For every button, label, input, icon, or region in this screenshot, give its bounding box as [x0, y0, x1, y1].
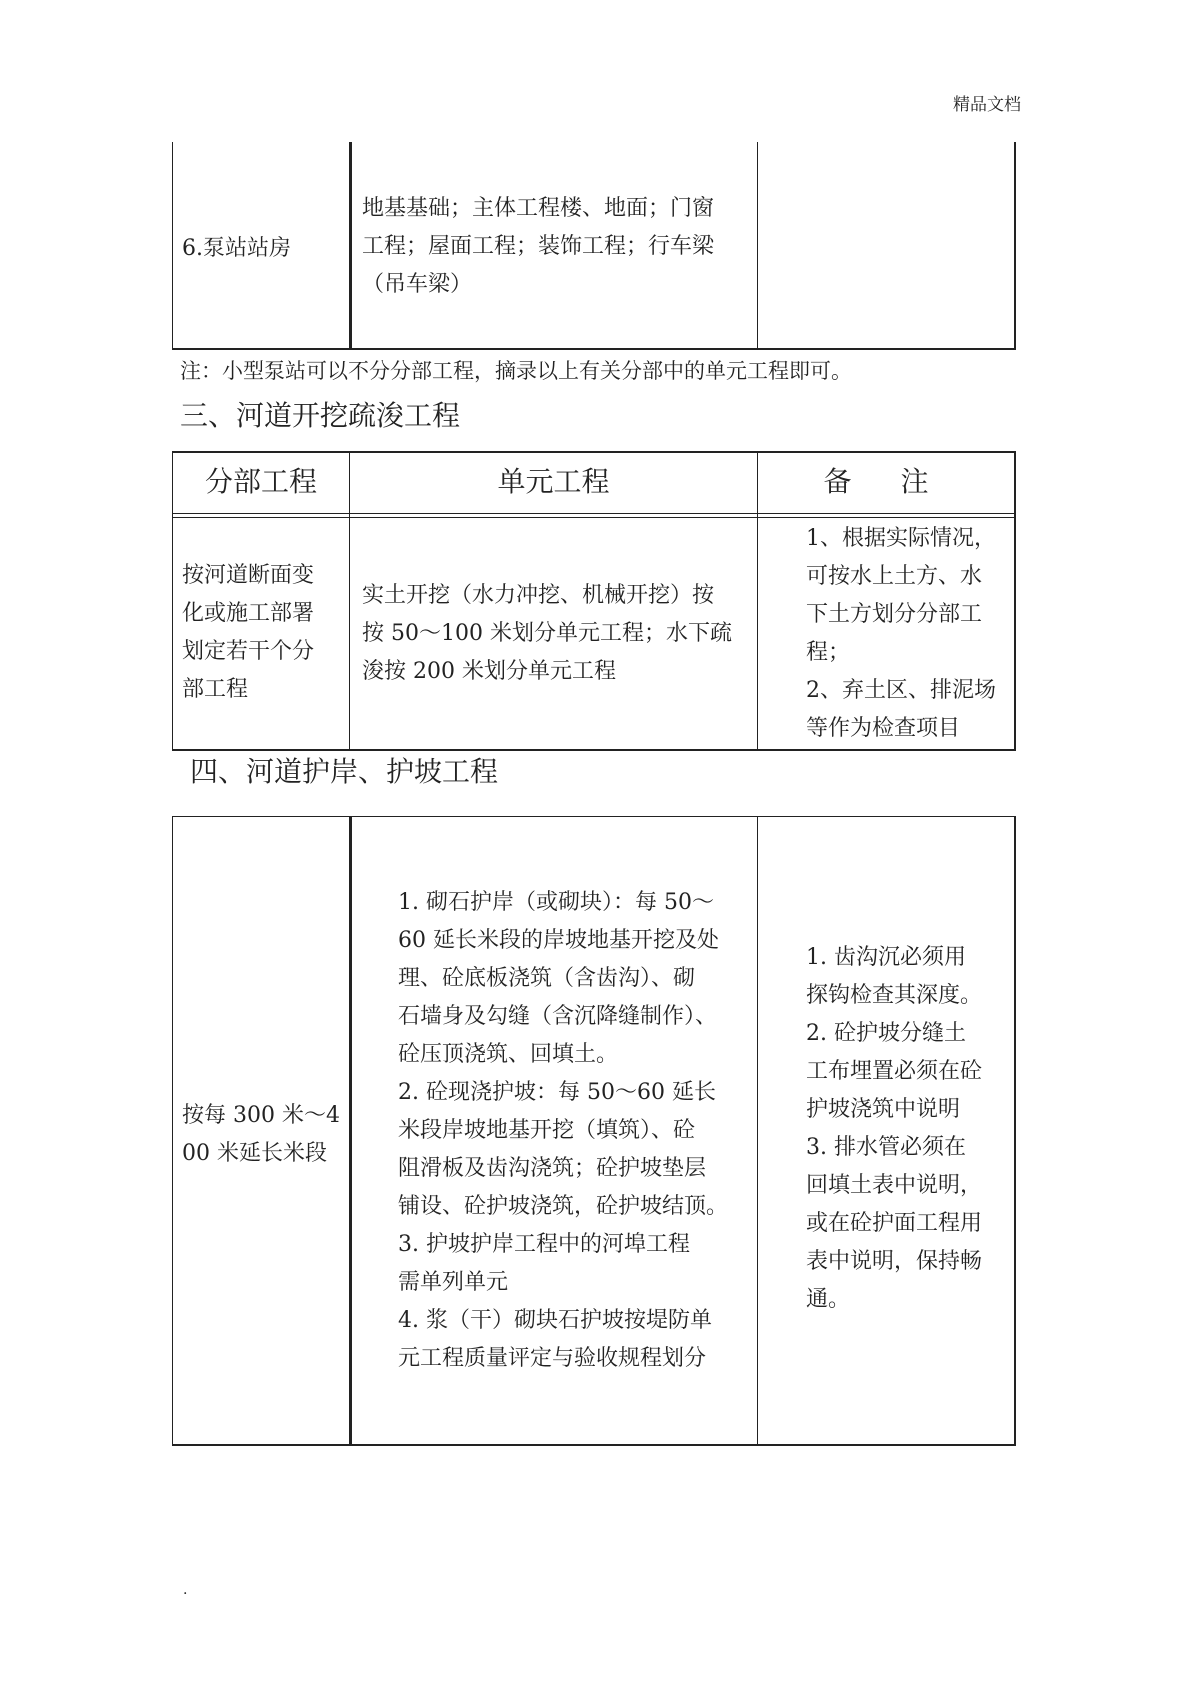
note-text: 注：小型泵站可以不分分部工程，摘录以上有关分部中的单元工程即可。	[180, 359, 852, 383]
table-top-divider-2	[757, 142, 758, 349]
section4-table-divider-1	[349, 816, 352, 1446]
section3-part-cell: 按河道断面变 化或施工部署 划定若干个分 部工程	[182, 563, 315, 702]
section4-table-border-bottom	[172, 1444, 1016, 1446]
section4-table-border-left	[172, 816, 173, 1446]
section4-table-border-right	[1014, 816, 1016, 1446]
section4-table-border-top	[172, 816, 1016, 817]
section3-table-header-line-2	[172, 517, 1016, 518]
section4-units-cell: 1. 砌石护岸（或砌块）：每 50～ 60 延长米段的岸坡地基开挖及处 理、砼底板浇筑（含齿沟）、砌 石墙身及勾缝（含沉降缝制作）、 砼压顶浇筑、回填土。 2. 砼现浇护坡：每 50～60 延长 米段岸坡地基开挖（填筑）、砼 阻滑板及齿沟浇筑；砼护坡垫层 铺设、砼护坡浇筑，砼护坡结顶。 3. 护坡护岸工程中的河埠工程 需单列单元 4. 浆（干）砌块石护坡按堤防单 元工程质量评定与验收规程划分	[398, 890, 729, 1371]
section3-header-remark: 备 注	[823, 465, 949, 498]
table-top-border-left	[172, 142, 173, 349]
table-top-divider-1	[349, 142, 352, 349]
table-top-units-cell: 地基基础；主体工程楼、地面；门窗 工程；屋面工程；装饰工程；行车梁 （吊车梁）	[362, 196, 715, 297]
section3-header-part: 分部工程	[204, 465, 317, 498]
header-mark: 精品文档	[953, 95, 1021, 115]
table-top-part-cell: 6.泵站站房	[182, 236, 291, 261]
section3-units-cell: 实土开挖（水力冲挖、机械开挖）按 按 50～100 米划分单元工程；水下疏 浚按 200 米划分单元工程	[362, 583, 732, 684]
section3-title: 三、河道开挖疏浚工程	[180, 399, 461, 432]
section4-table-divider-2	[757, 816, 758, 1446]
section3-header-units: 单元工程	[497, 465, 610, 498]
section3-remark-cell: 1、根据实际情况， 可按水上土方、水 下土方划分分部工 程； 2、弃土区、排泥场 等作为检查项目	[806, 526, 996, 741]
section4-remark-cell: 1. 齿沟沉必须用 探钩检查其深度。 2. 砼护坡分缝土 工布埋置必须在砼 护坡浇筑中说明 3. 排水管必须在 回填土表中说明， 或在砼护面工程用 表中说明，保持畅 通。	[806, 945, 983, 1312]
section4-part-cell: 按每 300 米～4 00 米延长米段	[182, 1103, 340, 1166]
section3-table-border-top	[172, 451, 1016, 453]
table-top-border-bottom	[172, 348, 1016, 350]
section4-title: 四、河道护岸、护坡工程	[190, 755, 499, 788]
table-top-border-right	[1014, 142, 1016, 349]
footer-mark: .	[183, 1582, 188, 1598]
section3-table-border-right	[1014, 451, 1016, 751]
section3-table-header-line-1	[172, 513, 1016, 514]
